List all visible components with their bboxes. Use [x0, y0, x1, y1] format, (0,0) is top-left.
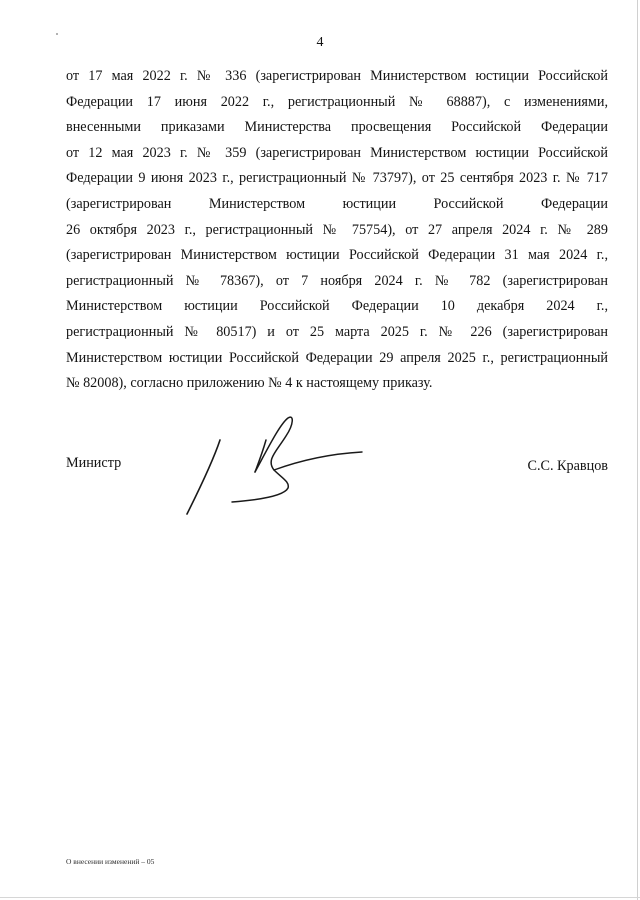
body-line-10: Министерством юстиции Российской Федерации 10 декабря 2024 г.,	[66, 298, 608, 315]
body-line-4: от 12 мая 2023 г. № 359 (зарегистрирован Министерством юстиции Российской	[66, 144, 608, 161]
scan-edge-bottom	[0, 897, 640, 898]
body-line-3: внесенными приказами Министерства просвещения Российской Федерации	[66, 119, 608, 136]
body-line-9: регистрационный № 78367), от 7 ноября 2024 г. № 782 (зарегистрирован	[66, 272, 608, 289]
signatory-name: С.С. Кравцов	[527, 458, 608, 474]
body-paragraph	[66, 64, 608, 397]
page-number: 4	[316, 35, 324, 50]
handwritten-signature	[178, 410, 368, 520]
body-line-5: Федерации 9 июня 2023 г., регистрационный № 73797), от 25 сентября 2023 г. № 717	[66, 170, 608, 187]
scan-edge-right	[637, 0, 638, 900]
body-line-1: от 17 мая 2022 г. № 336 (зарегистрирован Министерством юстиции Российской	[66, 68, 608, 84]
body-line-8: (зарегистрирован Министерством юстиции Российской Федерации 31 мая 2024 г.,	[66, 247, 608, 264]
body-line-13: № 82008), согласно приложению № 4 к настоящему приказу.	[66, 375, 433, 392]
footer-note: О внесении изменений – 05	[66, 857, 155, 866]
signatory-role: Министр	[66, 455, 122, 471]
body-line-2: Федерации 17 июня 2022 г., регистрационный № 68887), с изменениями,	[66, 93, 608, 110]
body-line-6: (зарегистрирован Министерством юстиции Российской Федерации	[66, 195, 608, 212]
body-line-7: 26 октября 2023 г., регистрационный № 75754), от 27 апреля 2024 г. № 289	[66, 221, 608, 238]
body-line-12: Министерством юстиции Российской Федерации 29 апреля 2025 г., регистрационный	[66, 349, 608, 366]
body-line-11: регистрационный № 80517) и от 25 марта 2025 г. № 226 (зарегистрирован	[66, 323, 608, 340]
